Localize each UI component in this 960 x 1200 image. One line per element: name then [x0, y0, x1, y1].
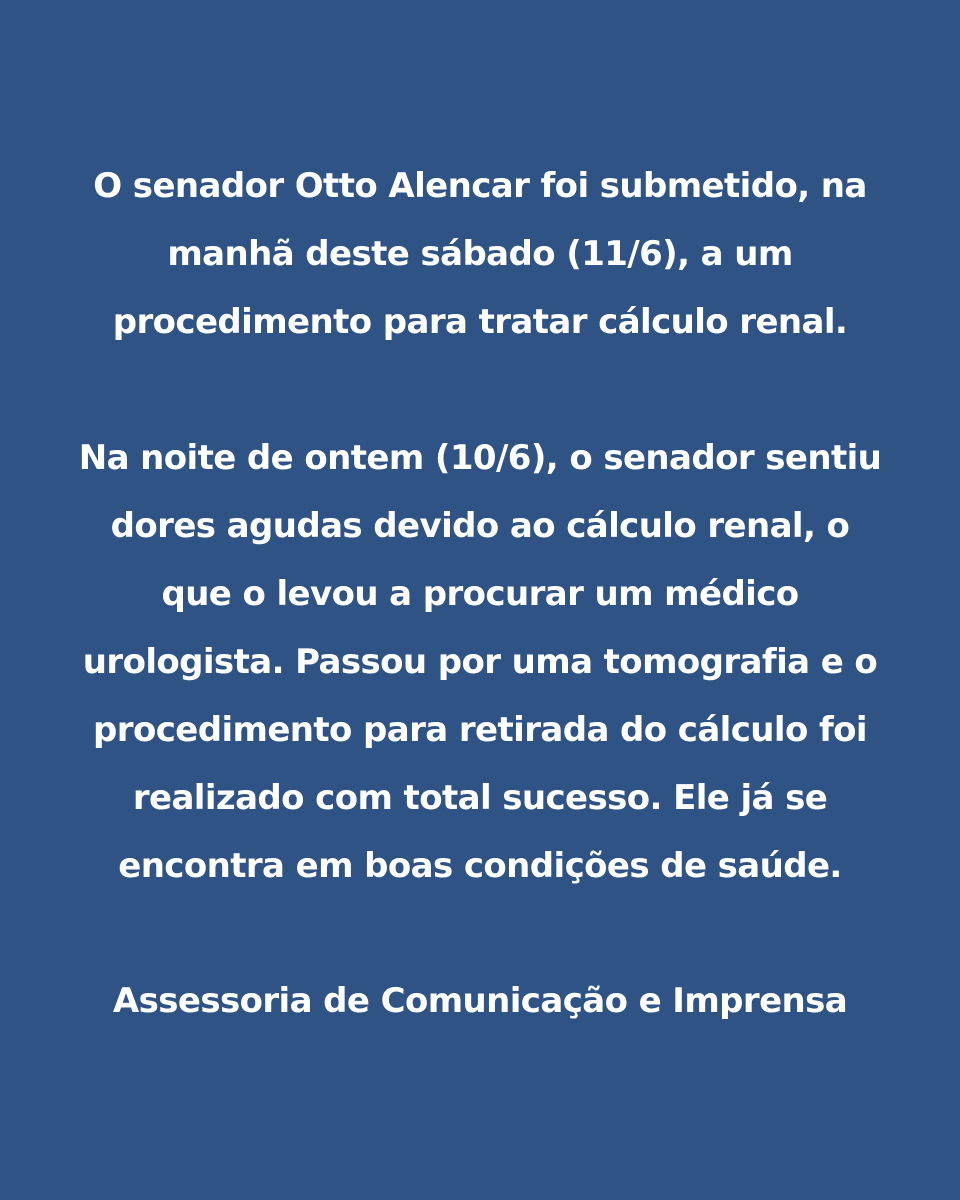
paragraph-line: Na noite de ontem (10/6), o senador sentiu	[78, 438, 882, 478]
signature	[0, 967, 960, 1035]
paragraph-line: procedimento para retirada do cálculo foi	[93, 710, 867, 750]
paragraph-surgery-announcement	[0, 152, 960, 356]
paragraph-line: O senador Otto Alencar foi submetido, na	[93, 166, 867, 206]
paragraph-line: dores agudas devido ao cálculo renal, o	[110, 506, 850, 546]
paragraph-line: encontra em boas condições de saúde.	[118, 846, 842, 886]
paragraph-line: manhã deste sábado (11/6), a um	[167, 234, 793, 274]
paragraph-line: realizado com total sucesso. Ele já se	[132, 778, 828, 818]
signature-text: Assessoria de Comunicação e Imprensa	[112, 981, 848, 1021]
paragraph-line: que o levou a procurar um médico	[161, 574, 799, 614]
paragraph-details	[0, 424, 960, 900]
paragraph-line: urologista. Passou por uma tomografia e o	[82, 642, 878, 682]
paragraph-line: procedimento para tratar cálculo renal.	[112, 302, 848, 342]
